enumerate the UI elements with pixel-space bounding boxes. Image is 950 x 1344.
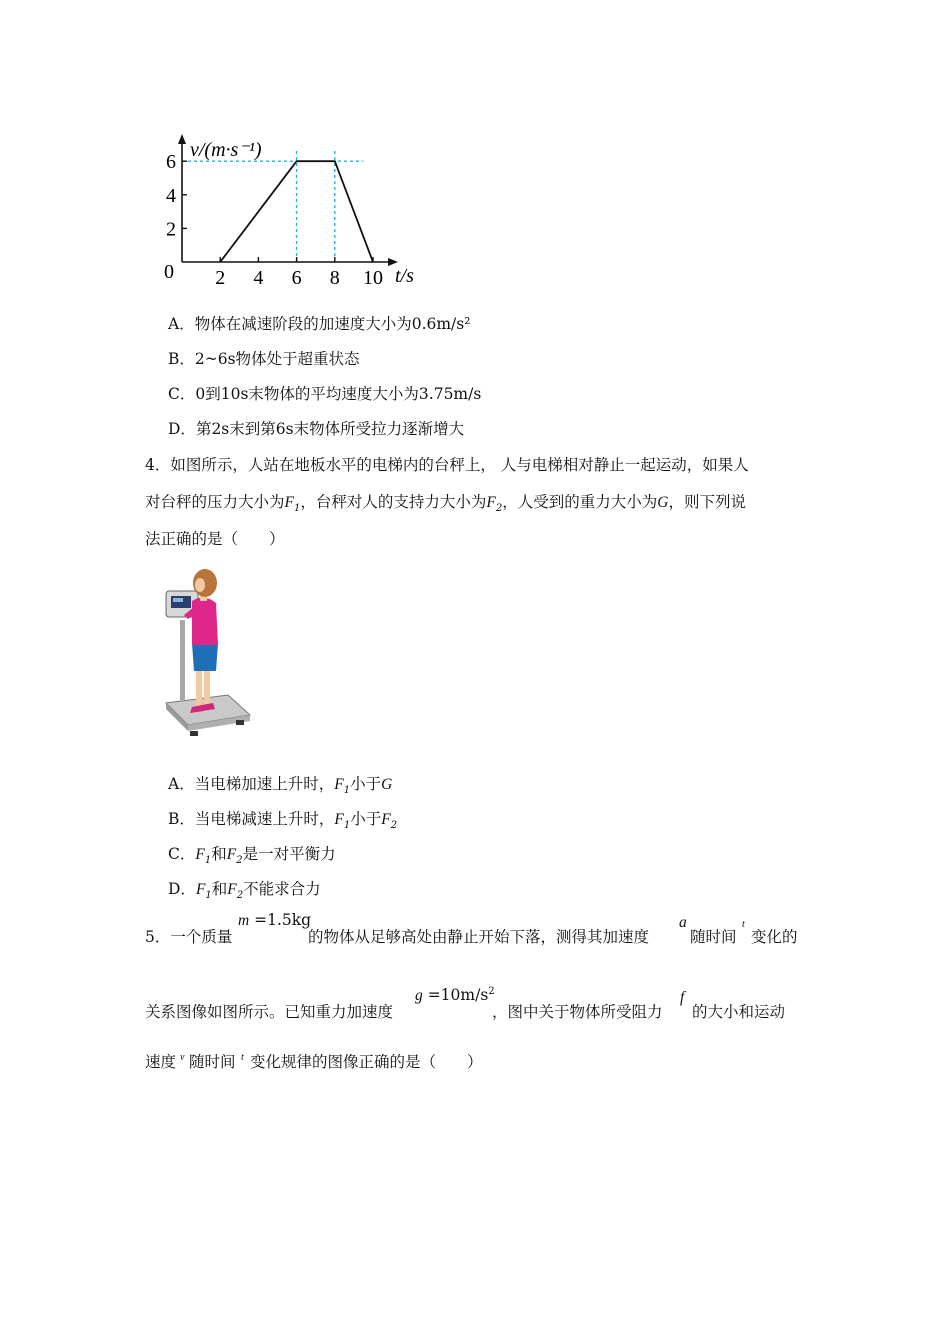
q3-option-a (168, 312, 470, 334)
y-axis-arrow-icon (178, 134, 186, 144)
person-on-scale-illustration (158, 565, 258, 747)
q5-g-formula (415, 986, 495, 1005)
x-tick-label: 10 (363, 267, 383, 289)
f1-subscript: 1 (343, 820, 351, 832)
option-text: 当电梯减速上升时， (194, 810, 335, 828)
x-tick-label: 2 (215, 267, 226, 289)
q4-line-3: 法正确的是（ ） (145, 530, 285, 548)
q4-text: 对台秤的压力大小为 (145, 493, 285, 511)
option-text: 物体在减速阶段的加速度大小为0.6m/s² (194, 315, 471, 333)
x-tick-label: 8 (329, 267, 340, 289)
q4-text: ，人受到的重力大小为 (502, 493, 658, 511)
q4-text: ，则下列说 (668, 493, 746, 511)
q4-option-c (168, 842, 336, 866)
option-text: 第2s末到第6s末物体所受拉力逐渐增大 (195, 420, 465, 438)
g-symbol: G (657, 494, 669, 511)
x-tick-label: 4 (253, 267, 264, 289)
f2-subscript: 2 (495, 503, 503, 515)
q4-line-2 (145, 490, 746, 514)
chart-ticks (166, 151, 383, 289)
q5-text-1c: 随时间 (690, 928, 737, 946)
q5-text-1a: 5．一个质量 (145, 928, 233, 946)
q5-text-3b: 随时间 (189, 1053, 236, 1071)
g-symbol: G (381, 776, 393, 793)
f1-subscript: 1 (343, 785, 351, 797)
velocity-time-chart (160, 130, 430, 295)
t-symbol: t (742, 919, 745, 930)
option-text: 和 (211, 845, 227, 863)
f-symbol: f (680, 989, 685, 1006)
option-text: 和 (211, 880, 228, 898)
option-text: 当电梯加速上升时， (194, 775, 335, 793)
option-letter: A． (168, 315, 195, 333)
f2-symbol: F (227, 881, 237, 898)
origin-label: 0 (164, 261, 174, 283)
q4-option-a (168, 772, 392, 796)
option-letter: C． (168, 845, 196, 863)
q4-option-b (168, 807, 397, 831)
q5-text-1b: 的物体从足够高处由静止开始下落，测得其加速度 (308, 928, 650, 946)
f1-symbol: F (195, 881, 206, 898)
q5-mass-formula (238, 911, 311, 930)
f1-symbol: F (334, 811, 344, 828)
m-value: =1.5kg (254, 911, 312, 929)
option-text: 小于 (350, 775, 382, 793)
f1-symbol: F (284, 494, 294, 511)
q3-option-b (168, 347, 360, 369)
m-symbol: m (238, 912, 250, 929)
f1-symbol: F (195, 846, 205, 863)
f1-subscript: 1 (204, 855, 212, 867)
q5-text-2c: 的大小和运动 (692, 1003, 786, 1021)
g-value: =10m/s (427, 986, 489, 1005)
option-letter: D． (168, 420, 196, 438)
q3-option-c (168, 382, 481, 404)
option-text: 是一对平衡力 (242, 845, 336, 863)
option-text: 不能求合力 (243, 880, 321, 898)
t-symbol: t (241, 1052, 244, 1063)
q5-text-1d: 变化的 (751, 928, 798, 946)
x-axis-label: t/s (395, 265, 414, 287)
option-letter: B． (168, 810, 195, 828)
option-letter: D． (168, 880, 196, 898)
g-var-symbol: g (415, 987, 423, 1005)
option-letter: B． (168, 350, 195, 368)
v-symbol: v (180, 1052, 185, 1063)
option-text: 0到10s末物体的平均速度大小为3.75m/s (195, 385, 482, 403)
q4-option-d (168, 877, 321, 901)
f2-symbol: F (486, 494, 496, 511)
f1-subscript: 1 (205, 890, 212, 902)
q4-text: ，台秤对人的支持力大小为 (300, 493, 487, 511)
y-tick-label: 6 (166, 151, 176, 174)
q5-text-2b: ，图中关于物体所受阻力 (492, 1003, 663, 1021)
option-text: 小于 (350, 810, 382, 828)
f2-symbol: F (381, 811, 391, 828)
q5-text-3c: 变化规律的图像正确的是（ ） (250, 1053, 483, 1071)
q4-line-1: 4．如图所示，人站在地板水平的电梯内的台秤上， 人与电梯相对静止一起运动，如果人 (145, 456, 749, 474)
q5-text-2a: 关系图像如图所示。已知重力加速度 (145, 1003, 394, 1021)
f2-subscript: 2 (390, 820, 398, 832)
option-letter: C． (168, 385, 196, 403)
y-tick-label: 4 (166, 184, 176, 207)
f2-subscript: 2 (236, 855, 243, 867)
q5-text-3a: 速度 (145, 1053, 177, 1071)
option-text: 2~6s物体处于超重状态 (194, 350, 360, 368)
x-tick-label: 6 (291, 267, 302, 289)
q3-option-d (168, 417, 464, 439)
f1-subscript: 1 (293, 503, 301, 515)
option-letter: A． (168, 775, 195, 793)
y-tick-label: 2 (166, 218, 176, 241)
f2-subscript: 2 (236, 890, 244, 902)
g-exponent: 2 (488, 986, 495, 997)
f2-symbol: F (226, 846, 237, 863)
a-symbol: a (679, 914, 687, 931)
y-axis-label: v/(m·s⁻¹) (190, 139, 262, 161)
f1-symbol: F (334, 776, 344, 793)
